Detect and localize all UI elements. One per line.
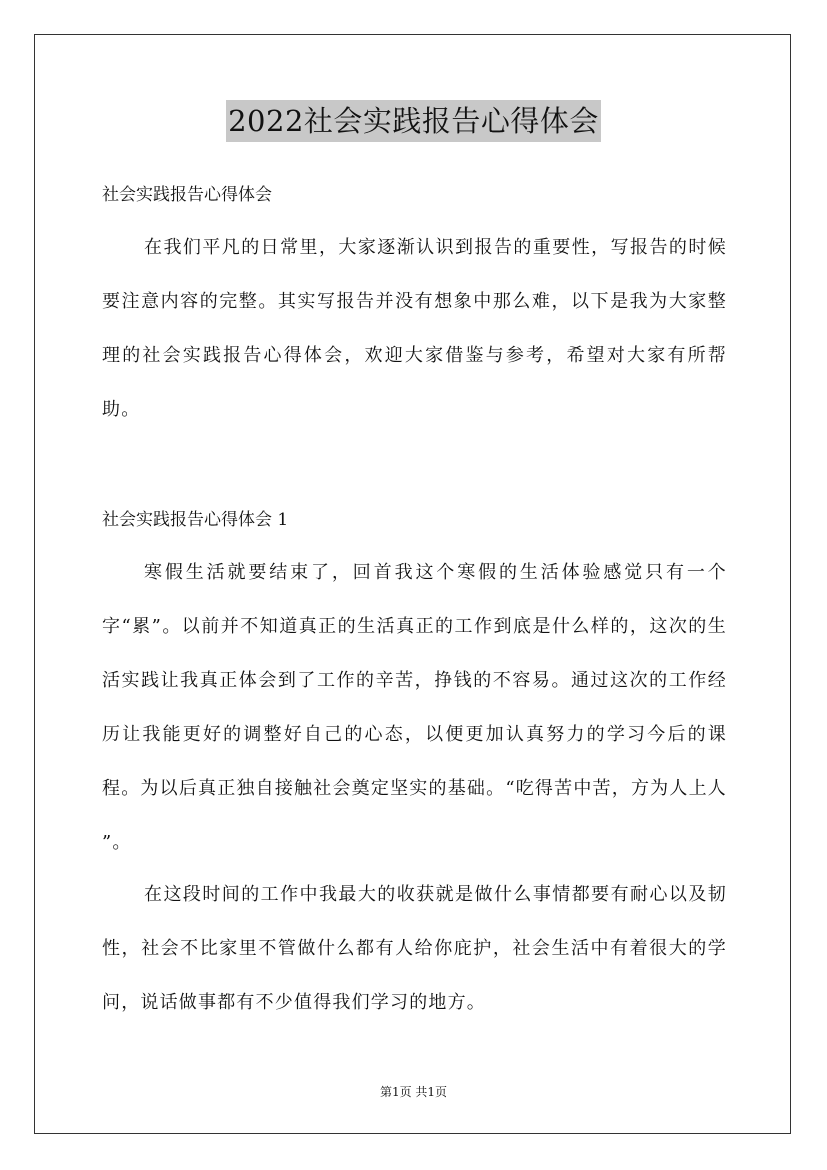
intro-heading: 社会实践报告心得体会: [102, 185, 272, 205]
intro-paragraph: 在我们平凡的日常里，大家逐渐认识到报告的重要性，写报告的时候要注意内容的完整。其实写报告并没有想象中那么难，以下是我为大家整理的社会实践报告心得体会，欢迎大家借鉴与参考，希望对大家有所帮助。: [102, 237, 727, 420]
page-number: 第1页 共1页: [379, 1085, 448, 1099]
title-container: [0, 100, 827, 142]
document-title: 2022社会实践报告心得体会: [226, 100, 601, 142]
section-1-paragraph-2: 在这段时间的工作中我最大的收获就是做什么事情都要有耐心以及韧性，社会不比家里不管做什么都有人给你庇护，社会生活中有着很大的学问，说话做事都有不少值得我们学习的地方。: [102, 884, 727, 1013]
section-1-paragraph-1: 寒假生活就要结束了，回首我这个寒假的生活体验感觉只有一个字“累”。以前并不知道真正的生活真正的工作到底是什么样的，这次的生活实践让我真正体会到了工作的辛苦，挣钱的不容易。通过这次的工作经历让我能更好的调整好自己的心态，以便更加认真努力的学习今后的课程。为以后真正独自接触社会奠定坚实的基础。“吃得苦中苦，方为人上人 ”。: [102, 562, 727, 853]
section-1-heading: 社会实践报告心得体会 1: [102, 510, 289, 530]
